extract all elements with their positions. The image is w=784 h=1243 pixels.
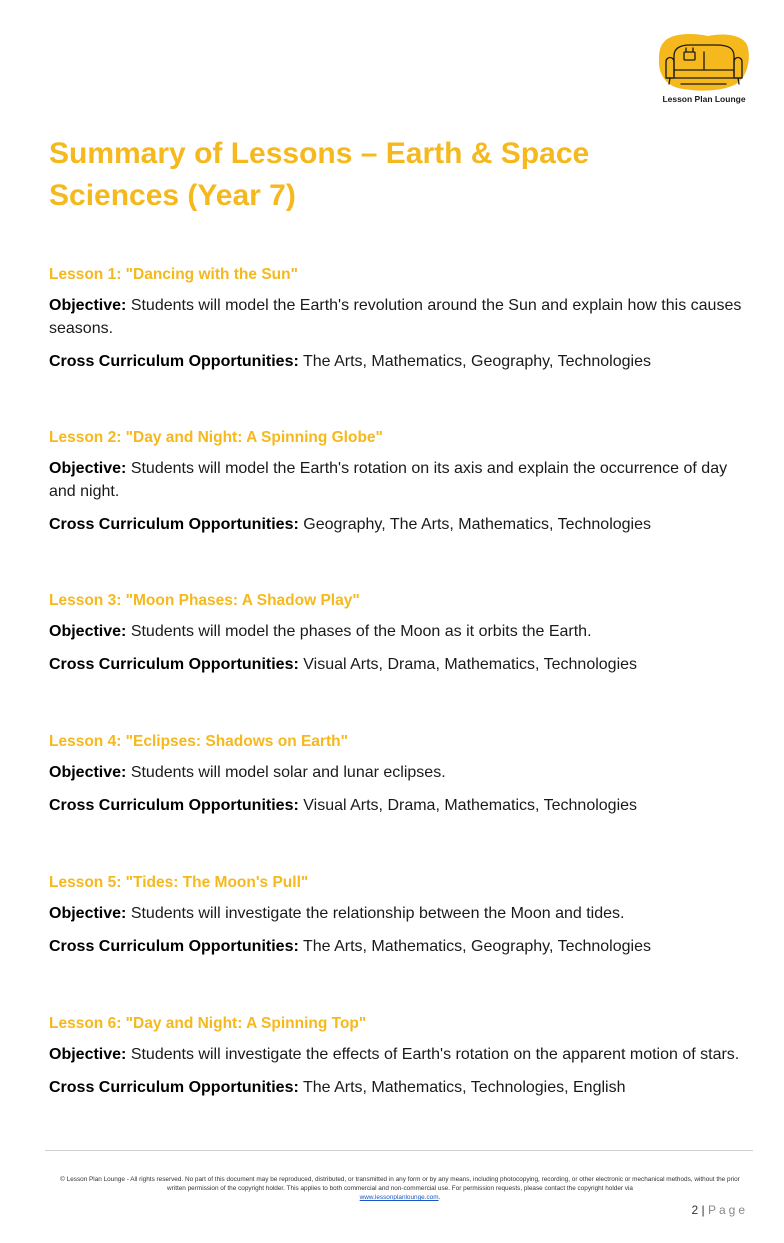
lesson-title: Lesson 1: "Dancing with the Sun" [49, 266, 298, 283]
lesson-item [49, 870, 749, 1011]
objective-text: Students will model the Earth's rotation on its axis and explain the occurrence of day and night. [49, 460, 728, 500]
objective-text: Students will model the phases of the Moon as it orbits the Earth. [130, 623, 592, 640]
lesson-cross-curriculum [49, 794, 749, 817]
cross-text: Visual Arts, Drama, Mathematics, Technologies [303, 797, 638, 814]
lesson-title: Lesson 2: "Day and Night: A Spinning Globe" [49, 429, 383, 446]
lesson-list [49, 262, 749, 1174]
link-suffix: . [438, 1194, 441, 1201]
lesson-cross-curriculum [49, 653, 749, 676]
objective-text: Students will model the Earth's revolution around the Sun and explain how this causes seasons. [49, 297, 742, 337]
objective-label: Objective: [49, 460, 127, 477]
page-number [660, 1203, 748, 1217]
copyright-notice [50, 1175, 750, 1202]
website-link[interactable]: www.lessonplanlounge.com [359, 1194, 439, 1201]
lesson-cross-curriculum [49, 1076, 749, 1099]
brand-logo [656, 32, 752, 108]
cross-text: Visual Arts, Drama, Mathematics, Technologies [303, 656, 638, 673]
page-number-value: 2 [691, 1203, 699, 1217]
cross-text: The Arts, Mathematics, Geography, Technologies [302, 353, 651, 370]
lesson-cross-curriculum [49, 935, 749, 958]
lesson-title: Lesson 4: "Eclipses: Shadows on Earth" [49, 733, 348, 750]
sofa-icon [656, 32, 752, 94]
lesson-item [49, 262, 749, 425]
cross-text: The Arts, Mathematics, Geography, Technologies [302, 938, 651, 955]
cross-label: Cross Curriculum Opportunities: [49, 656, 299, 673]
cross-label: Cross Curriculum Opportunities: [49, 516, 299, 533]
lesson-objective [49, 1043, 749, 1066]
page-title: Summary of Lessons – Earth & Space Sciences (Year 7) [49, 137, 590, 212]
cross-label: Cross Curriculum Opportunities: [49, 353, 299, 370]
lesson-title: Lesson 3: "Moon Phases: A Shadow Play" [49, 592, 360, 609]
lesson-cross-curriculum [49, 513, 749, 536]
objective-label: Objective: [49, 623, 127, 640]
lesson-title: Lesson 5: "Tides: The Moon's Pull" [49, 874, 309, 891]
objective-text: Students will investigate the effects of Earth's rotation on the apparent motion of stars. [130, 1046, 740, 1063]
lesson-objective [49, 294, 749, 340]
objective-label: Objective: [49, 297, 127, 314]
page-separator: | [701, 1203, 705, 1217]
cross-label: Cross Curriculum Opportunities: [49, 938, 299, 955]
lesson-item [49, 425, 749, 588]
objective-label: Objective: [49, 905, 127, 922]
brand-name: Lesson Plan Lounge [662, 94, 746, 104]
cross-label: Cross Curriculum Opportunities: [49, 797, 299, 814]
lesson-cross-curriculum [49, 350, 749, 373]
lesson-objective [49, 620, 749, 643]
lesson-objective [49, 761, 749, 784]
cross-text: Geography, The Arts, Mathematics, Technologies [303, 516, 651, 533]
lesson-item [49, 588, 749, 729]
objective-text: Students will model solar and lunar eclipses. [130, 764, 446, 781]
lesson-objective [49, 457, 749, 503]
lesson-objective [49, 902, 749, 925]
objective-label: Objective: [49, 1046, 127, 1063]
lesson-item [49, 729, 749, 870]
cross-label: Cross Curriculum Opportunities: [49, 1079, 299, 1096]
objective-text: Students will investigate the relationship between the Moon and tides. [130, 905, 625, 922]
cross-text: The Arts, Mathematics, Technologies, English [302, 1079, 626, 1096]
objective-label: Objective: [49, 764, 127, 781]
page-label: Page [707, 1203, 748, 1217]
footer-divider [45, 1150, 753, 1151]
lesson-title: Lesson 6: "Day and Night: A Spinning Top" [49, 1015, 367, 1032]
copyright-text: © Lesson Plan Lounge - All rights reserved. No part of this document may be reproduced, distributed, or transmitted in any form or by any means, including photocopying, recording, or other electronic or mechanical methods, without the prior written permission of the copyright holder. This applies to both commercial and non-commercial use. For permission requests, please contact the copyright holder via [60, 1176, 740, 1192]
